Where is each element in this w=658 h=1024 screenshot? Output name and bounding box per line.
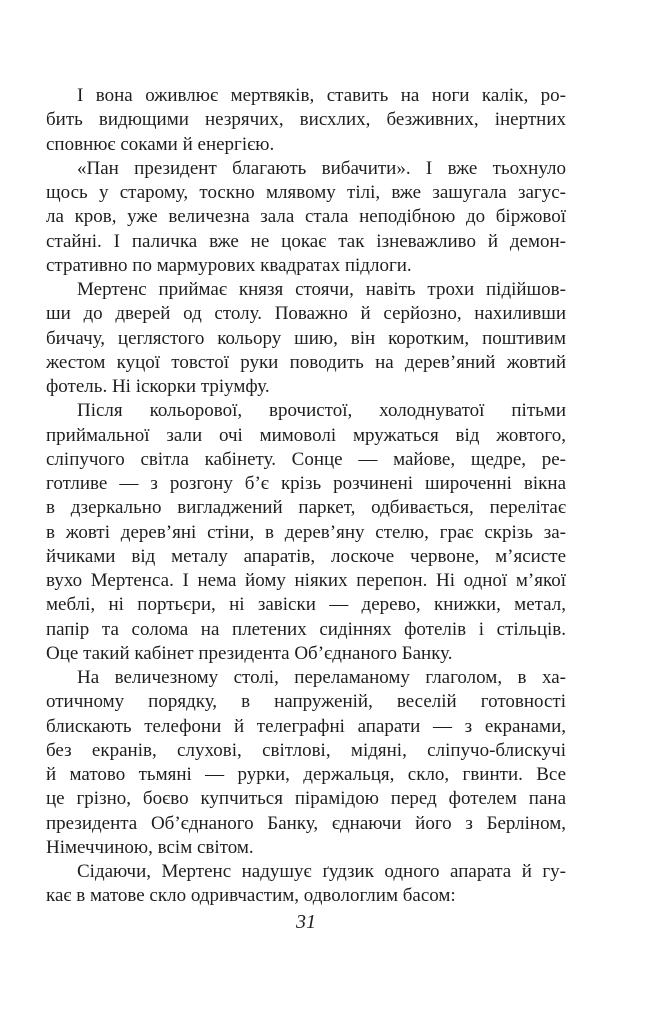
text-line: ла кров, уже величезна зала стала неподібною до біржової: [46, 206, 566, 228]
text-line: бить видющими незрячих, висхлих, безживних, інертних: [46, 109, 566, 131]
paragraph: [46, 860, 566, 909]
text-line: президента Об’єднаного Банку, єднаючи його з Берліном,: [46, 812, 566, 834]
text-line: сліпучого світла кабінету. Сонце — майове, щедре, ре-: [46, 448, 566, 470]
text-line: в дзеркально вигладжений паркет, одбивається, перелітає: [46, 497, 566, 519]
page-number: 31: [296, 911, 316, 933]
text-line: Сідаючи, Мертенс надушує ґудзик одного апарата й гу-: [77, 861, 566, 882]
text-line: бичачу, цеглястого кольору шию, він коротким, поштивим: [46, 327, 566, 349]
text-line: стайні. І паличка вже не цокає так ізневажливо й демон-: [46, 230, 566, 252]
text-line: Після кольорової, врочистої, холоднуватої пітьми: [77, 400, 566, 422]
paragraph: [46, 666, 566, 860]
text-line: папір та солома на плетених сидіннях фотелів і стільців.: [46, 618, 566, 640]
text-line: кає в матове скло одривчастим, одвологлим басом:: [46, 885, 456, 907]
paragraph: [46, 84, 566, 157]
text-line: жестом куцої товстої руки поводить на дерев’яний жовтий: [46, 351, 566, 373]
text-line: На величезному столі, переламаному глаголом, в ха-: [77, 667, 566, 688]
text-line: стративно по мармурових квадратах підлоги.: [46, 254, 412, 276]
text-line: вухо Мертенса. І нема йому ніяких перепон. Ні одної м’якої: [46, 570, 566, 591]
text-line: отичному порядку, в напруженій, веселій готовності: [46, 691, 566, 713]
text-line: фотель. Ні іскорки тріумфу.: [46, 376, 270, 397]
text-line: це грізно, боєво купчиться пірамідою перед фотелем пана: [46, 788, 566, 810]
text-line: Оце такий кабінет президента Об’єднаного Банку.: [46, 642, 453, 664]
text-line: Німеччиною, всім світом.: [46, 836, 254, 858]
text-line: Мертенс приймає князя стоячи, навіть трохи підійшов-: [77, 279, 566, 300]
paragraph: [46, 399, 566, 666]
paragraph: [46, 157, 566, 278]
text-line: блискають телефони й телеграфні апарати — з екранами,: [46, 715, 566, 737]
text-line: «Пан президент благають вибачити». І вже тьохнуло: [77, 157, 566, 179]
text-line: без екранів, слухові, світлові, мідяні, сліпучо-блискучі: [46, 739, 566, 761]
text-line: готливе — з розгону б’є крізь розчинені широченні вікна: [46, 473, 566, 494]
text-line: сповнює соками й енергією.: [46, 133, 275, 155]
text-line: приймальної зали очі мимоволі мружаться від жовтого,: [46, 424, 566, 446]
text-line: щось у старому, тоскно млявому тілі, вже зашугала загус-: [46, 182, 566, 203]
page-text: [46, 84, 566, 909]
paragraph: [46, 278, 566, 399]
text-line: меблі, ні портьєри, ні завіски — дерево, книжки, метал,: [46, 594, 566, 616]
text-line: І вона оживлює мертвяків, ставить на ноги калік, ро-: [77, 85, 566, 106]
text-line: ши до дверей од столу. Поважно й серйозно, нахиливши: [46, 303, 566, 325]
text-line: йчиками від металу апаратів, лоскоче червоне, м’ясисте: [46, 545, 566, 567]
text-line: в жовті дерев’яні стіни, в дерев’яну стелю, грає скрізь за-: [46, 521, 566, 543]
text-line: й матово тьмяні — рурки, держальця, скло, гвинти. Все: [46, 764, 566, 785]
